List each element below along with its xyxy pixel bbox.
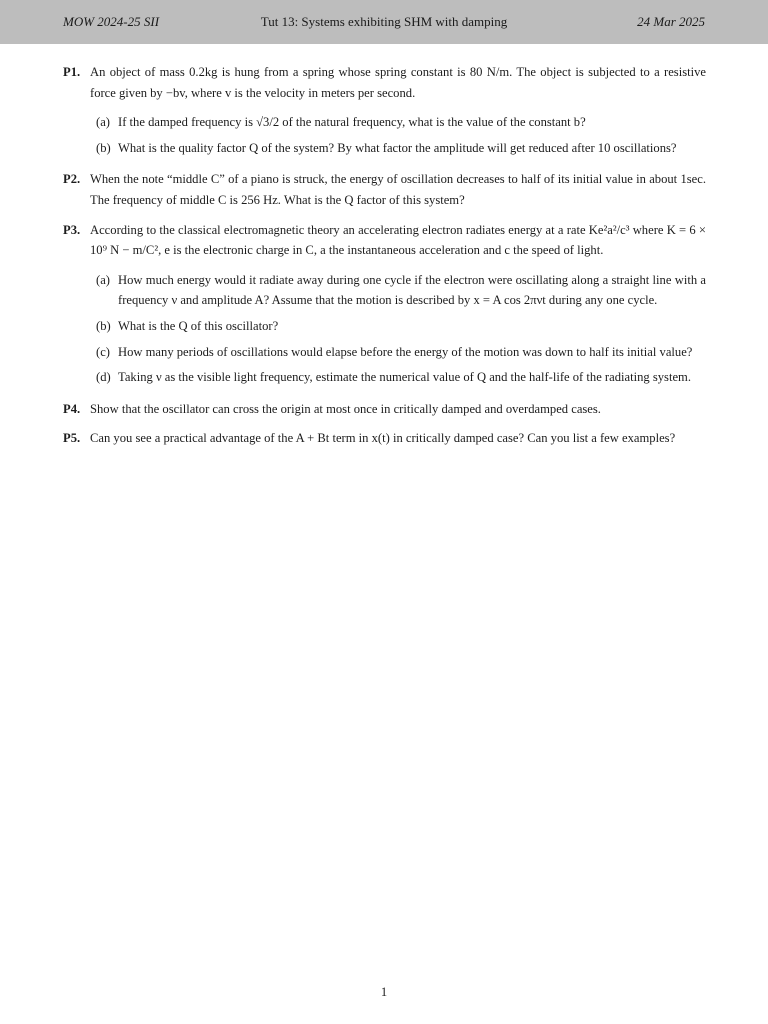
problem-p3 (63, 220, 706, 261)
problem-number: P1. (63, 65, 81, 79)
problem-p1-parts (63, 112, 706, 158)
part-item (96, 342, 706, 363)
part-text: What is the Q of this oscillator? (118, 318, 279, 333)
tutorial-date: 24 Mar 2025 (637, 14, 705, 29)
problem-text: According to the classical electromagnetic theory an accelerating electron radiates energy at a rate Ke²a²/c³ where K = 6 × 10⁹ N − m/C², e is the electronic charge in C, a the instantaneous acceleration and c the speed of light. (90, 222, 706, 258)
problem-list (63, 62, 706, 458)
page-header (0, 0, 768, 44)
problem-number: P2. (63, 172, 81, 187)
part-text: If the damped frequency is √3/2 of the natural frequency, what is the value of the constant b? (118, 115, 586, 130)
problem-text: Can you see a practical advantage of the A + Bt term in x(t) in critically damped case? Can you list a few examples? (90, 431, 676, 446)
part-label: (b) (96, 318, 111, 333)
part-item (96, 270, 706, 311)
part-text: What is the quality factor Q of the system? By what factor the amplitude will get reduced after 10 oscillations? (118, 140, 677, 155)
problem-p5 (63, 428, 706, 449)
part-label: (a) (96, 115, 110, 130)
part-label: (c) (96, 344, 110, 359)
page-number: 1 (380, 985, 388, 999)
tutorial-title: Tut 13: Systems exhibiting SHM with damping (260, 14, 508, 29)
problem-p3-parts (63, 270, 706, 388)
part-item (96, 316, 706, 337)
problem-text: Show that the oscillator can cross the origin at most once in critically damped and overdamped cases. (90, 401, 601, 416)
problem-p1 (63, 62, 706, 103)
part-item (96, 138, 706, 159)
part-text: How much energy would it radiate away during one cycle if the electron were oscillating along a straight line with a frequency ν and amplitude A? Assume that the motion is described by x = A cos 2πνt during any one cycle. (118, 272, 706, 308)
part-item (96, 367, 706, 388)
problem-number: P4. (63, 401, 81, 416)
part-label: (d) (96, 370, 111, 385)
part-label: (a) (96, 272, 110, 287)
problem-p4 (63, 399, 706, 420)
part-text: Taking ν as the visible light frequency, estimate the numerical value of Q and the half-life of the radiating system. (118, 370, 691, 385)
part-text: How many periods of oscillations would elapse before the energy of the motion was down to half its initial value? (118, 344, 693, 359)
problem-p2 (63, 169, 706, 210)
problem-text: An object of mass 0.2kg is hung from a spring whose spring constant is 80 N/m. The object is subjected to a resistive force given by −bv, where v is the velocity in meters per second. (90, 65, 706, 100)
problem-text: When the note “middle C” of a piano is struck, the energy of oscillation decreases to half of its initial value in about 1sec. The frequency of middle C is 256 Hz. What is the Q factor of this system? (90, 172, 706, 207)
problem-number: P3. (63, 222, 81, 237)
part-item (96, 112, 706, 133)
course-code: MOW 2024-25 SII (63, 14, 160, 29)
problem-number: P5. (63, 431, 81, 446)
part-label: (b) (96, 140, 111, 155)
